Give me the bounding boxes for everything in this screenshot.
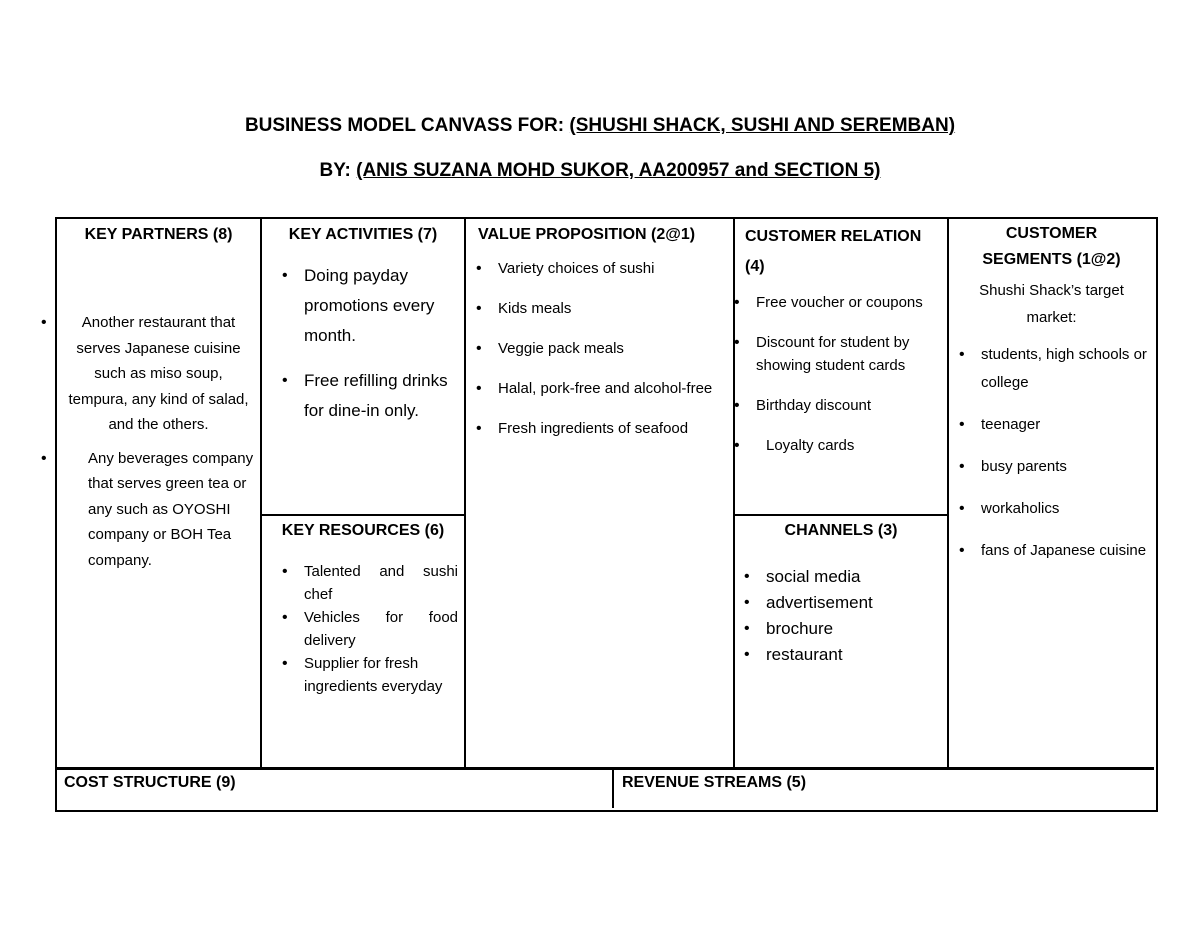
canvas-author — [0, 160, 1200, 182]
key-partners-item-2: • Any beverages company that serves green tea or any such as OYOSHI company or BOH Tea company. — [63, 446, 254, 574]
revenue-streams-heading: REVENUE STREAMS (5) — [622, 774, 807, 791]
key-activities-item-1: • Doing payday promotions every month. — [304, 261, 458, 351]
title-prefix: BUSINESS MODEL CANVASS FOR: — [244, 115, 570, 136]
key-activities-cell — [261, 219, 465, 515]
key-activities-list — [304, 261, 458, 426]
customer-segments-intro: Shushi Shack’s target market: — [979, 282, 1124, 326]
customer-segments-item-1: • students, high schools or college — [981, 341, 1148, 397]
customer-segments-list — [981, 341, 1148, 565]
customer-relation-item-1: • Free voucher or coupons — [756, 291, 941, 314]
cost-structure-cell — [57, 768, 613, 808]
key-resources-cell — [261, 515, 465, 768]
key-activities-item-2: • Free refilling drinks for dine-in only. — [304, 366, 458, 426]
key-partners-heading: KEY PARTNERS (8) — [84, 226, 233, 243]
key-activities-heading: KEY ACTIVITIES (7) — [288, 226, 438, 243]
cost-structure-heading: COST STRUCTURE (9) — [64, 774, 236, 791]
key-partners-item-1: • Another restaurant that serves Japanese cuisine such as miso soup, tempura, any kind of salad, and the others. — [63, 310, 254, 438]
value-proposition-item-3: • Veggie pack meals — [498, 337, 725, 360]
business-model-canvas — [55, 217, 1158, 812]
value-proposition-item-5: • Fresh ingredients of seafood — [498, 417, 725, 440]
author-subject: (ANIS SUZANA MOHD SUKOR, AA200957 and SECTION 5) — [356, 160, 881, 181]
channels-item-4: • restaurant — [766, 642, 941, 668]
key-resources-list — [304, 560, 458, 698]
channels-heading: CHANNELS (3) — [784, 522, 898, 539]
key-resources-item-3: • Supplier for fresh ingredients everyday — [304, 652, 458, 698]
key-partners-list — [63, 310, 254, 573]
customer-relation-list — [756, 291, 941, 457]
key-resources-heading: KEY RESOURCES (6) — [281, 522, 445, 539]
author-prefix: BY: — [319, 160, 357, 181]
customer-relation-heading: CUSTOMER RELATION (4) — [745, 228, 922, 275]
channels-item-3: • brochure — [766, 616, 941, 642]
customer-segments-item-5: • fans of Japanese cuisine — [981, 537, 1148, 565]
channels-list — [766, 564, 941, 668]
customer-segments-cell — [948, 219, 1154, 768]
value-proposition-item-4: • Halal, pork-free and alcohol-free — [498, 377, 725, 400]
key-resources-item-2: • Vehicles for food delivery — [304, 606, 458, 652]
customer-segments-heading: CUSTOMER SEGMENTS (1@2) — [982, 225, 1121, 268]
channels-cell — [734, 515, 948, 768]
customer-segments-item-2: • teenager — [981, 411, 1148, 439]
value-proposition-list — [498, 257, 725, 440]
title-subject: (SHUSHI SHACK, SUSHI AND SEREMBAN) — [569, 115, 956, 136]
value-proposition-cell — [465, 219, 734, 768]
customer-relation-item-3: • Birthday discount — [756, 394, 941, 417]
customer-segments-item-4: • workaholics — [981, 495, 1148, 523]
key-resources-item-1: • Talented and sushi chef — [304, 560, 458, 606]
value-proposition-item-1: • Variety choices of sushi — [498, 257, 725, 280]
customer-relation-cell — [734, 219, 948, 515]
customer-relation-item-4: • Loyalty cards — [756, 434, 941, 457]
key-partners-cell — [57, 219, 261, 768]
channels-item-1: • social media — [766, 564, 941, 590]
channels-item-2: • advertisement — [766, 590, 941, 616]
canvas-title — [0, 115, 1200, 137]
customer-relation-item-2: • Discount for student by showing student cards — [756, 331, 941, 377]
customer-segments-item-3: • busy parents — [981, 453, 1148, 481]
revenue-streams-cell — [613, 768, 1154, 808]
value-proposition-heading: VALUE PROPOSITION (2@1) — [478, 226, 696, 243]
value-proposition-item-2: • Kids meals — [498, 297, 725, 320]
